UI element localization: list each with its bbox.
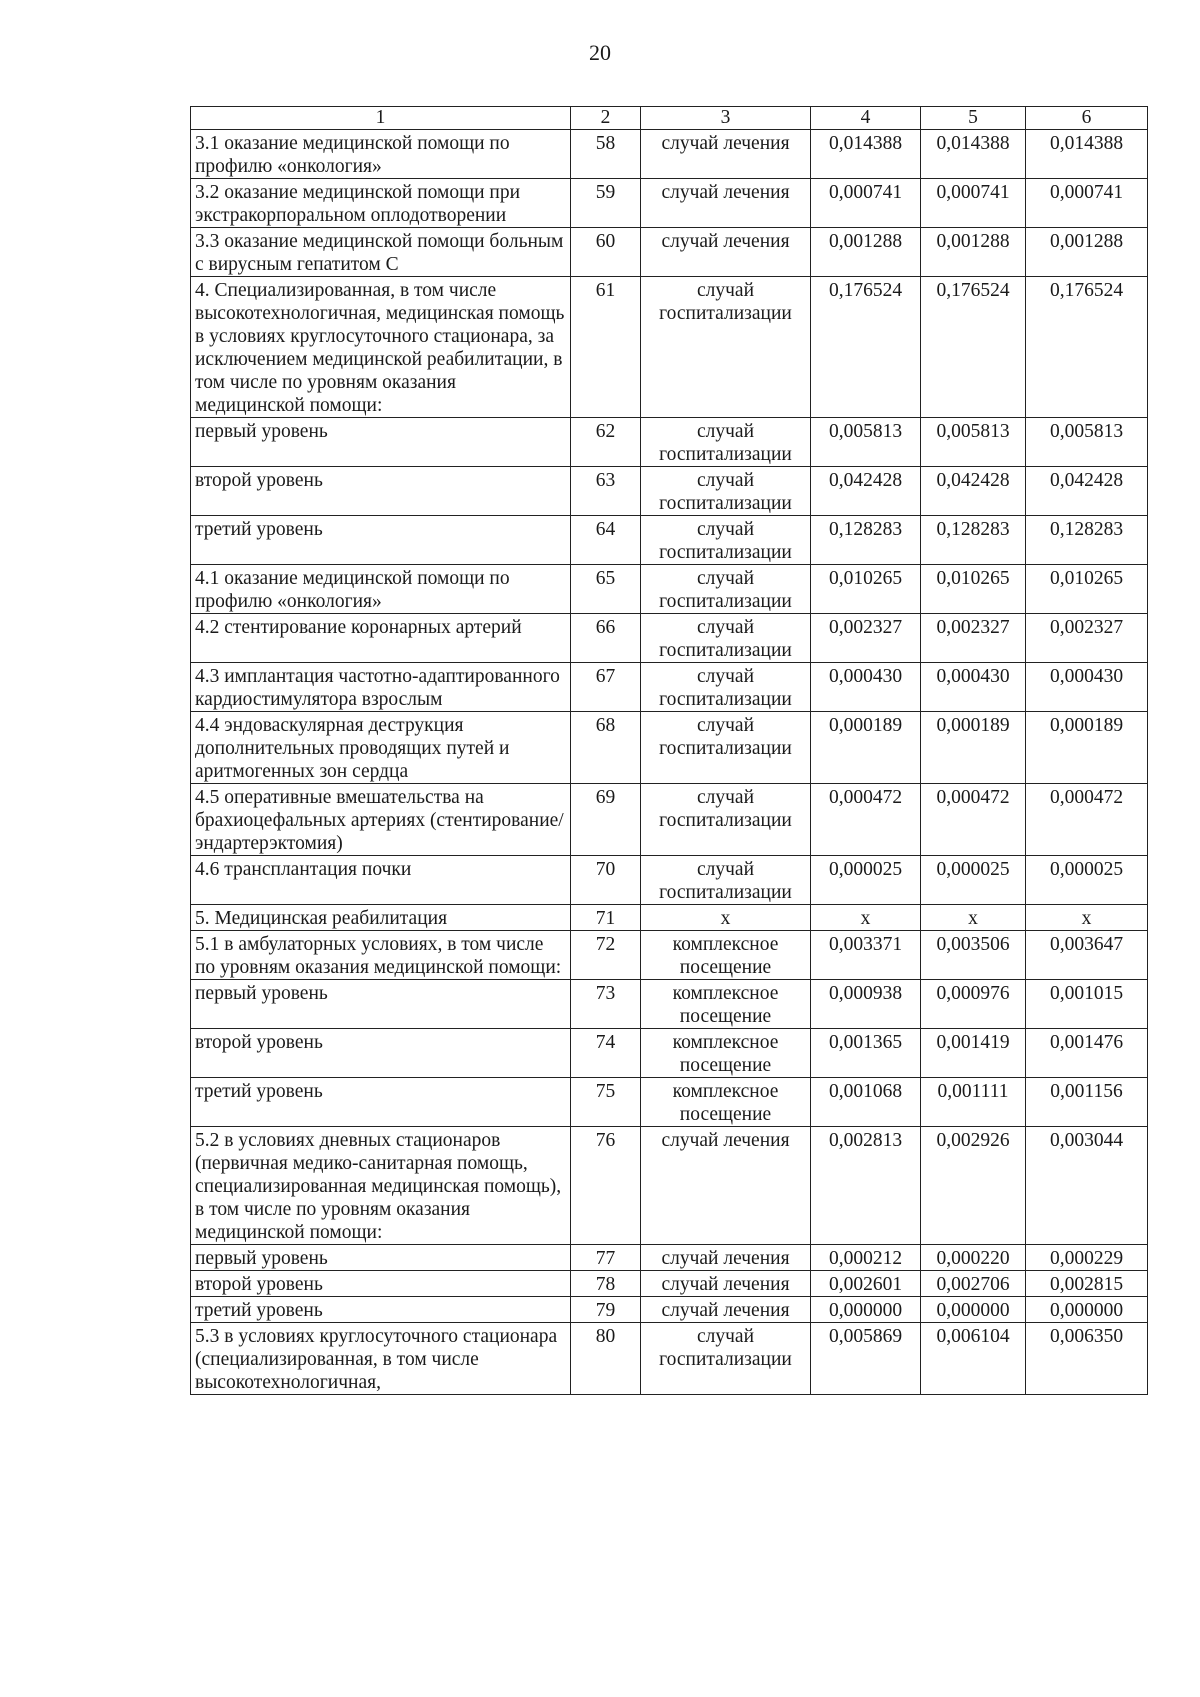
- row-value-col6-cell: 0,001476: [1026, 1029, 1148, 1078]
- row-unit-cell: случай госпитализации: [641, 467, 811, 516]
- row-name-cell: третий уровень: [191, 1078, 571, 1127]
- row-value-col6-cell: 0,000229: [1026, 1245, 1148, 1271]
- table-row: [191, 1245, 1148, 1271]
- row-unit-cell: случай лечения: [641, 1127, 811, 1245]
- row-line-number-cell: 60: [571, 228, 641, 277]
- row-name-cell: второй уровень: [191, 467, 571, 516]
- row-line-number-cell: 65: [571, 565, 641, 614]
- table-row: [191, 179, 1148, 228]
- row-name-cell: 5.3 в условиях круглосуточного стационара (специализированная, в том числе высокотехнологичная,: [191, 1323, 571, 1395]
- row-name-cell: первый уровень: [191, 418, 571, 467]
- row-line-number-cell: 80: [571, 1323, 641, 1395]
- row-value-col5-cell: 0,000025: [921, 856, 1026, 905]
- column-header: 4: [811, 107, 921, 130]
- table-row: [191, 784, 1148, 856]
- row-unit-cell: случай лечения: [641, 179, 811, 228]
- row-value-col5-cell: 0,000189: [921, 712, 1026, 784]
- row-unit-cell: случай лечения: [641, 1271, 811, 1297]
- row-name-cell: 5. Медицинская реабилитация: [191, 905, 571, 931]
- table-row: [191, 1029, 1148, 1078]
- table-row: [191, 565, 1148, 614]
- table-row: [191, 1297, 1148, 1323]
- row-unit-cell: случай лечения: [641, 1297, 811, 1323]
- table-row: [191, 856, 1148, 905]
- table-row: [191, 663, 1148, 712]
- row-line-number-cell: 71: [571, 905, 641, 931]
- row-value-col5-cell: 0,001419: [921, 1029, 1026, 1078]
- row-name-cell: 5.2 в условиях дневных стационаров (первичная медико-санитарная помощь, специализированная медицинская помощь), в том числе по уровням оказания медицинской помощи:: [191, 1127, 571, 1245]
- table-row: [191, 931, 1148, 980]
- row-value-col4-cell: х: [811, 905, 921, 931]
- row-value-col4-cell: 0,001068: [811, 1078, 921, 1127]
- row-name-cell: 4.6 трансплантация почки: [191, 856, 571, 905]
- row-value-col5-cell: 0,001288: [921, 228, 1026, 277]
- table-row: [191, 905, 1148, 931]
- row-unit-cell: случай лечения: [641, 1245, 811, 1271]
- row-line-number-cell: 72: [571, 931, 641, 980]
- row-unit-cell: случай госпитализации: [641, 565, 811, 614]
- row-unit-cell: случай лечения: [641, 228, 811, 277]
- row-name-cell: 4.4 эндоваскулярная деструкция дополнительных проводящих путей и аритмогенных зон сердца: [191, 712, 571, 784]
- indicator-table: [190, 106, 1148, 1395]
- row-value-col6-cell: 0,000000: [1026, 1297, 1148, 1323]
- row-value-col5-cell: 0,042428: [921, 467, 1026, 516]
- row-line-number-cell: 61: [571, 277, 641, 418]
- row-value-col5-cell: 0,006104: [921, 1323, 1026, 1395]
- row-unit-cell: случай лечения: [641, 130, 811, 179]
- row-unit-cell: случай госпитализации: [641, 856, 811, 905]
- row-value-col4-cell: 0,014388: [811, 130, 921, 179]
- row-unit-cell: случай госпитализации: [641, 277, 811, 418]
- row-unit-cell: случай госпитализации: [641, 614, 811, 663]
- row-line-number-cell: 66: [571, 614, 641, 663]
- row-value-col5-cell: 0,000741: [921, 179, 1026, 228]
- row-value-col6-cell: 0,002327: [1026, 614, 1148, 663]
- row-name-cell: второй уровень: [191, 1029, 571, 1078]
- row-line-number-cell: 70: [571, 856, 641, 905]
- row-value-col5-cell: 0,000000: [921, 1297, 1026, 1323]
- row-value-col4-cell: 0,000189: [811, 712, 921, 784]
- row-value-col4-cell: 0,002813: [811, 1127, 921, 1245]
- row-value-col4-cell: 0,005813: [811, 418, 921, 467]
- row-value-col6-cell: 0,010265: [1026, 565, 1148, 614]
- row-value-col6-cell: 0,002815: [1026, 1271, 1148, 1297]
- page-number: 20: [589, 40, 611, 65]
- table-row: [191, 516, 1148, 565]
- row-value-col6-cell: 0,001015: [1026, 980, 1148, 1029]
- row-line-number-cell: 79: [571, 1297, 641, 1323]
- table-row: [191, 1271, 1148, 1297]
- row-name-cell: 4.2 стентирование коронарных артерий: [191, 614, 571, 663]
- row-line-number-cell: 68: [571, 712, 641, 784]
- table-row: [191, 1323, 1148, 1395]
- row-value-col6-cell: 0,014388: [1026, 130, 1148, 179]
- row-value-col6-cell: 0,000189: [1026, 712, 1148, 784]
- row-value-col4-cell: 0,000430: [811, 663, 921, 712]
- row-unit-cell: случай госпитализации: [641, 1323, 811, 1395]
- table-row: [191, 418, 1148, 467]
- row-line-number-cell: 75: [571, 1078, 641, 1127]
- column-header: 6: [1026, 107, 1148, 130]
- column-header: 3: [641, 107, 811, 130]
- row-value-col5-cell: 0,014388: [921, 130, 1026, 179]
- row-value-col6-cell: 0,000741: [1026, 179, 1148, 228]
- row-value-col4-cell: 0,000212: [811, 1245, 921, 1271]
- row-value-col4-cell: 0,000938: [811, 980, 921, 1029]
- row-value-col5-cell: 0,176524: [921, 277, 1026, 418]
- table-row: [191, 712, 1148, 784]
- row-value-col5-cell: 0,002926: [921, 1127, 1026, 1245]
- row-name-cell: 3.3 оказание медицинской помощи больным с вирусным гепатитом С: [191, 228, 571, 277]
- table-header-row: [191, 107, 1148, 130]
- row-name-cell: первый уровень: [191, 980, 571, 1029]
- row-name-cell: 4.1 оказание медицинской помощи по профилю «онкология»: [191, 565, 571, 614]
- row-line-number-cell: 77: [571, 1245, 641, 1271]
- row-unit-cell: комплексное посещение: [641, 980, 811, 1029]
- row-value-col6-cell: 0,000472: [1026, 784, 1148, 856]
- table-row: [191, 614, 1148, 663]
- row-value-col4-cell: 0,042428: [811, 467, 921, 516]
- row-unit-cell: случай госпитализации: [641, 418, 811, 467]
- row-value-col5-cell: 0,002327: [921, 614, 1026, 663]
- row-unit-cell: случай госпитализации: [641, 516, 811, 565]
- row-line-number-cell: 64: [571, 516, 641, 565]
- row-value-col5-cell: 0,003506: [921, 931, 1026, 980]
- row-unit-cell: комплексное посещение: [641, 1029, 811, 1078]
- row-name-cell: 4. Специализированная, в том числе высокотехнологичная, медицинская помощь в условиях круглосуточного стационара, за исключением медицинской реабилитации, в том числе по уровням оказания медицинской помощи:: [191, 277, 571, 418]
- column-header: 2: [571, 107, 641, 130]
- row-value-col4-cell: 0,001288: [811, 228, 921, 277]
- row-value-col5-cell: 0,000220: [921, 1245, 1026, 1271]
- row-line-number-cell: 69: [571, 784, 641, 856]
- row-value-col4-cell: 0,000000: [811, 1297, 921, 1323]
- table-row: [191, 980, 1148, 1029]
- row-value-col6-cell: 0,005813: [1026, 418, 1148, 467]
- row-value-col4-cell: 0,001365: [811, 1029, 921, 1078]
- row-value-col4-cell: 0,176524: [811, 277, 921, 418]
- row-value-col6-cell: 0,003044: [1026, 1127, 1148, 1245]
- table-row: [191, 277, 1148, 418]
- row-line-number-cell: 73: [571, 980, 641, 1029]
- row-value-col6-cell: 0,001156: [1026, 1078, 1148, 1127]
- column-header: 5: [921, 107, 1026, 130]
- row-value-col6-cell: х: [1026, 905, 1148, 931]
- row-name-cell: 5.1 в амбулаторных условиях, в том числе по уровням оказания медицинской помощи:: [191, 931, 571, 980]
- row-value-col4-cell: 0,000741: [811, 179, 921, 228]
- row-value-col6-cell: 0,001288: [1026, 228, 1148, 277]
- row-value-col5-cell: 0,000976: [921, 980, 1026, 1029]
- row-value-col6-cell: 0,003647: [1026, 931, 1148, 980]
- row-name-cell: 3.2 оказание медицинской помощи при экстракорпоральном оплодотворении: [191, 179, 571, 228]
- row-value-col6-cell: 0,042428: [1026, 467, 1148, 516]
- row-value-col5-cell: 0,000430: [921, 663, 1026, 712]
- row-name-cell: третий уровень: [191, 516, 571, 565]
- row-name-cell: 4.3 имплантация частотно-адаптированного кардиостимулятора взрослым: [191, 663, 571, 712]
- row-value-col4-cell: 0,000025: [811, 856, 921, 905]
- table-row: [191, 130, 1148, 179]
- row-value-col4-cell: 0,010265: [811, 565, 921, 614]
- row-value-col4-cell: 0,002327: [811, 614, 921, 663]
- row-value-col5-cell: 0,000472: [921, 784, 1026, 856]
- row-value-col4-cell: 0,005869: [811, 1323, 921, 1395]
- table-row: [191, 467, 1148, 516]
- row-value-col6-cell: 0,006350: [1026, 1323, 1148, 1395]
- row-line-number-cell: 74: [571, 1029, 641, 1078]
- row-value-col4-cell: 0,128283: [811, 516, 921, 565]
- row-value-col6-cell: 0,000430: [1026, 663, 1148, 712]
- row-value-col6-cell: 0,000025: [1026, 856, 1148, 905]
- row-value-col5-cell: х: [921, 905, 1026, 931]
- row-name-cell: третий уровень: [191, 1297, 571, 1323]
- row-line-number-cell: 63: [571, 467, 641, 516]
- row-value-col5-cell: 0,001111: [921, 1078, 1026, 1127]
- row-unit-cell: комплексное посещение: [641, 1078, 811, 1127]
- table-row: [191, 1078, 1148, 1127]
- column-header: 1: [191, 107, 571, 130]
- row-line-number-cell: 62: [571, 418, 641, 467]
- row-unit-cell: х: [641, 905, 811, 931]
- row-value-col4-cell: 0,000472: [811, 784, 921, 856]
- row-unit-cell: случай госпитализации: [641, 663, 811, 712]
- row-line-number-cell: 67: [571, 663, 641, 712]
- row-line-number-cell: 76: [571, 1127, 641, 1245]
- row-unit-cell: случай госпитализации: [641, 784, 811, 856]
- row-value-col5-cell: 0,005813: [921, 418, 1026, 467]
- row-name-cell: 3.1 оказание медицинской помощи по профилю «онкология»: [191, 130, 571, 179]
- row-value-col6-cell: 0,128283: [1026, 516, 1148, 565]
- row-value-col4-cell: 0,003371: [811, 931, 921, 980]
- row-value-col6-cell: 0,176524: [1026, 277, 1148, 418]
- row-value-col5-cell: 0,010265: [921, 565, 1026, 614]
- row-line-number-cell: 78: [571, 1271, 641, 1297]
- row-value-col4-cell: 0,002601: [811, 1271, 921, 1297]
- table-row: [191, 1127, 1148, 1245]
- row-value-col5-cell: 0,002706: [921, 1271, 1026, 1297]
- row-unit-cell: случай госпитализации: [641, 712, 811, 784]
- row-name-cell: второй уровень: [191, 1271, 571, 1297]
- row-name-cell: 4.5 оперативные вмешательства на брахиоцефальных артериях (стентирование/эндартерэктомия): [191, 784, 571, 856]
- row-unit-cell: комплексное посещение: [641, 931, 811, 980]
- row-name-cell: первый уровень: [191, 1245, 571, 1271]
- row-line-number-cell: 58: [571, 130, 641, 179]
- row-value-col5-cell: 0,128283: [921, 516, 1026, 565]
- row-line-number-cell: 59: [571, 179, 641, 228]
- table-row: [191, 228, 1148, 277]
